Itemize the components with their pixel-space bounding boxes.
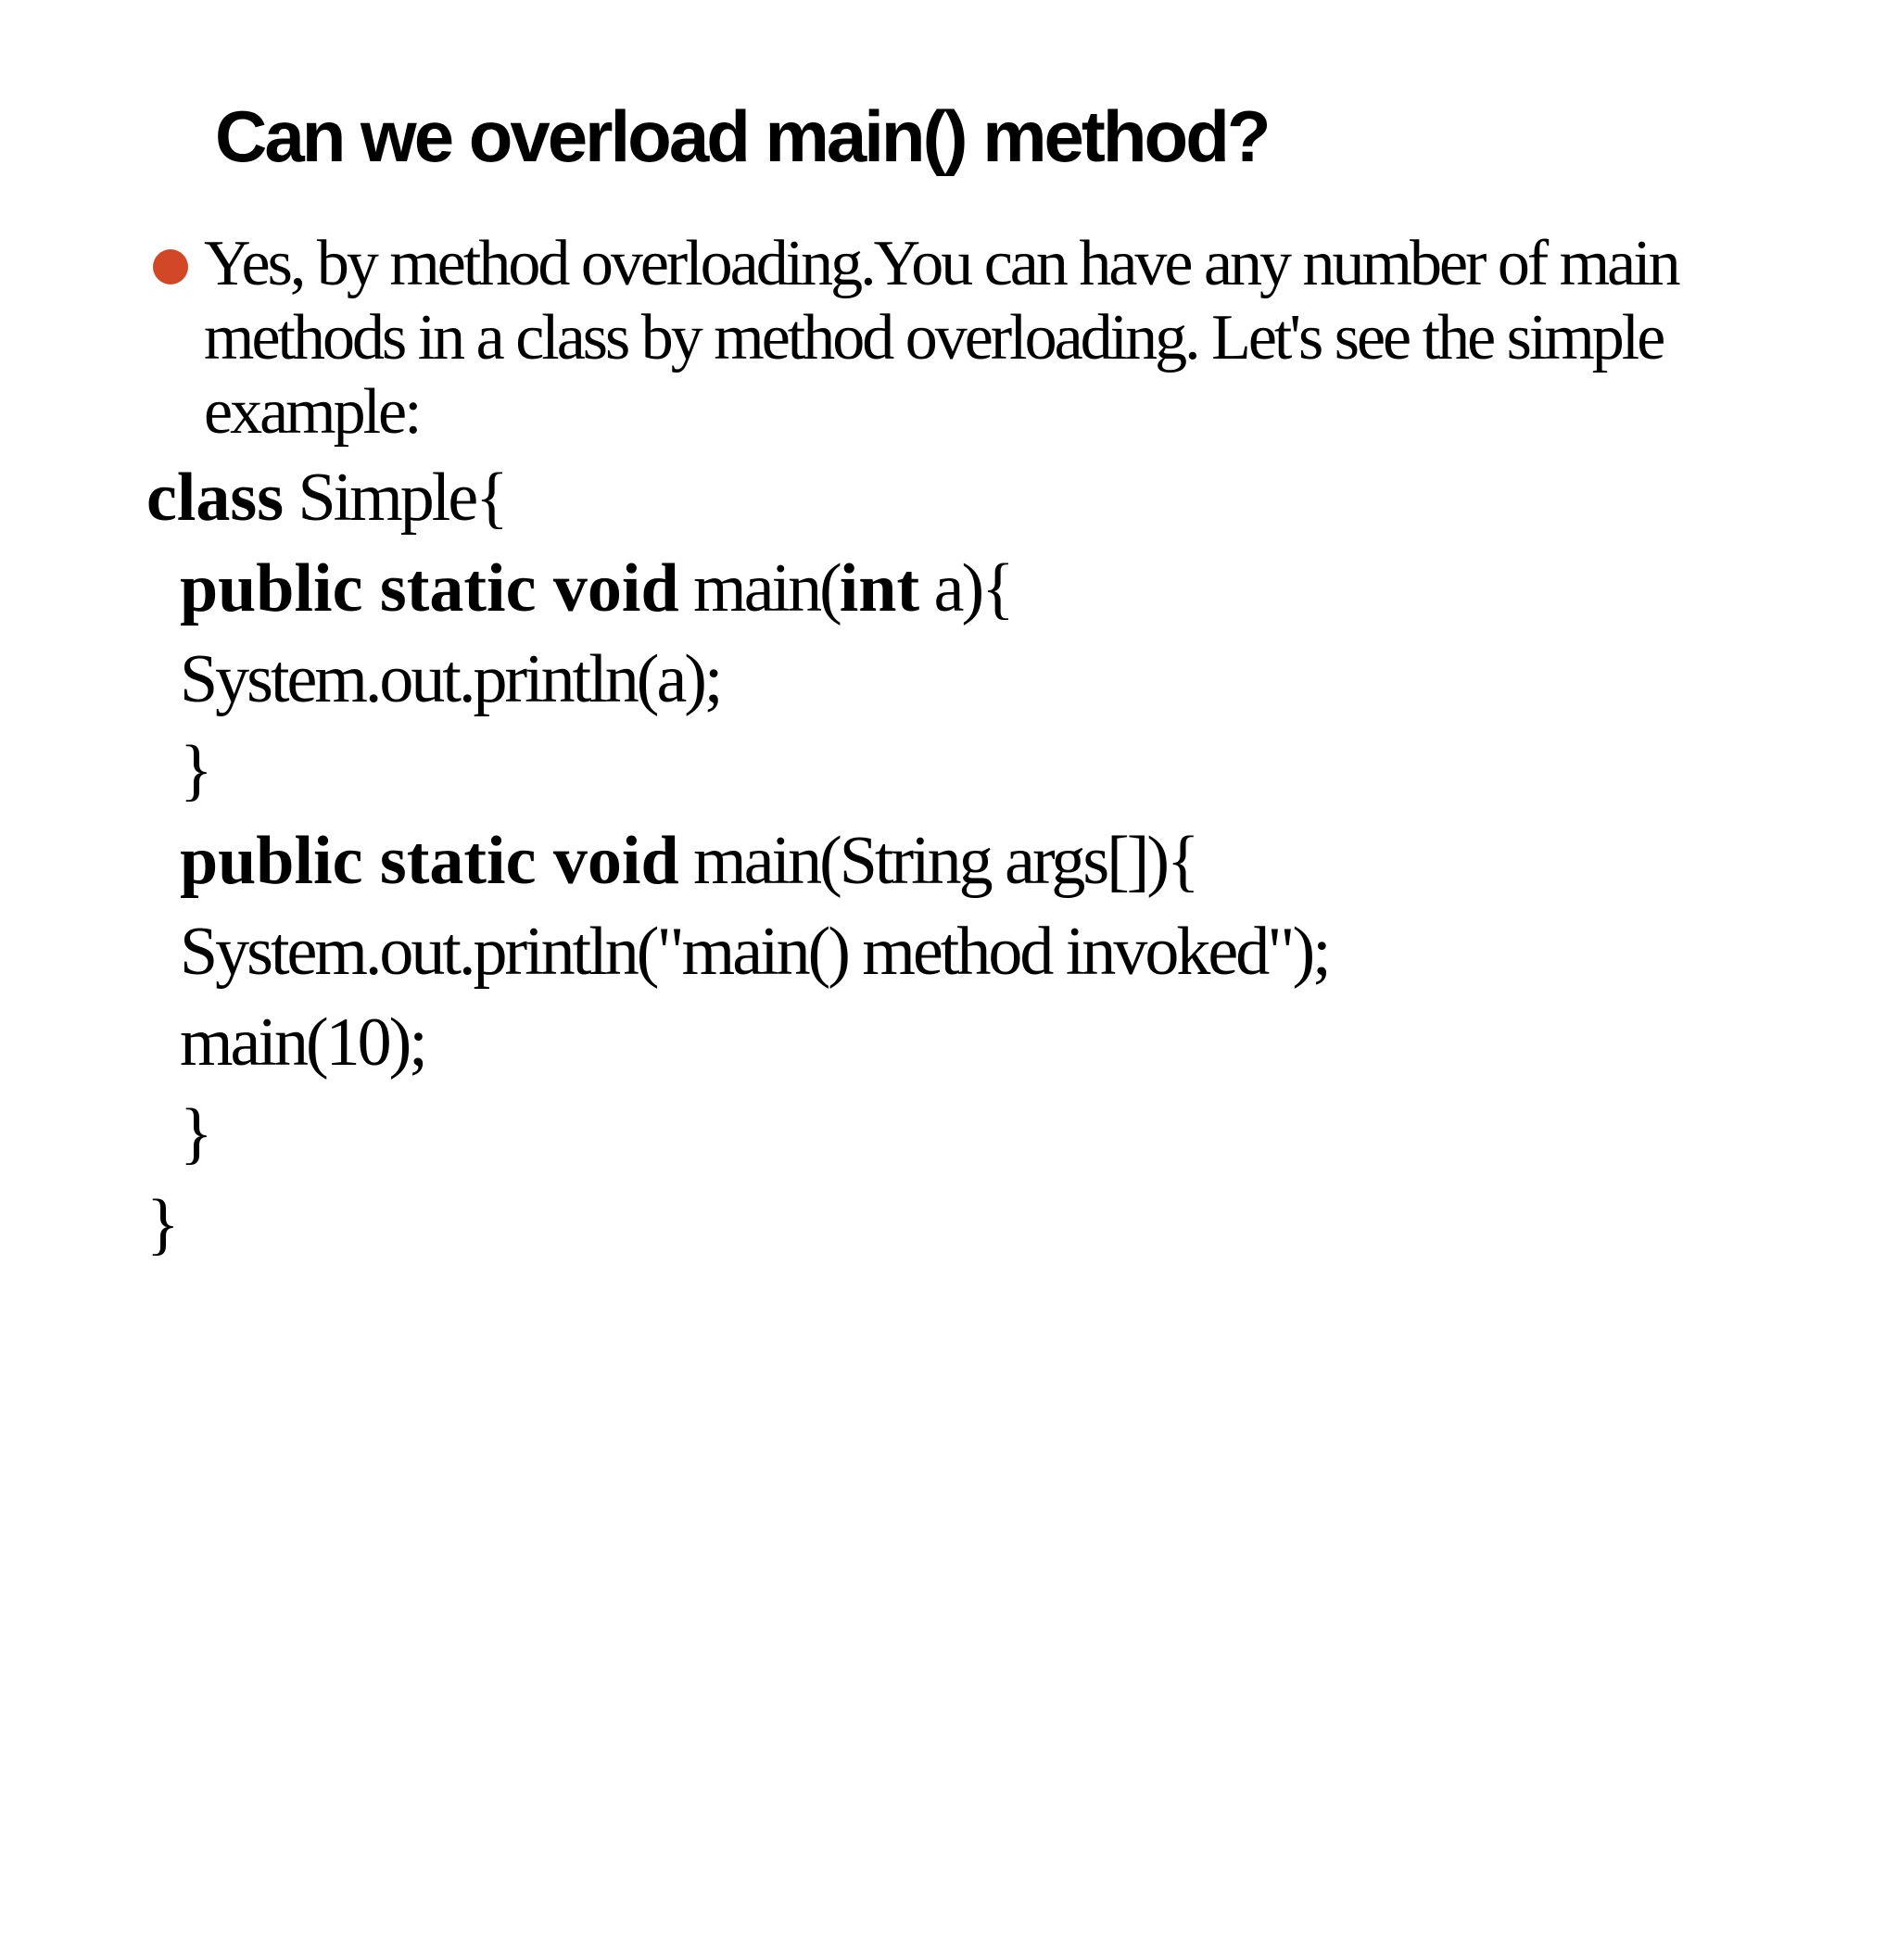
bullet-text: Yes, by method overloading.You can have any number of main methods in a class by method overloading. Let's see the simple example: [204, 228, 1678, 448]
code-line-9: } [146, 1186, 177, 1262]
code-text: Simple{ [284, 460, 506, 536]
code-line-8: } [180, 1095, 210, 1171]
code-text: a){ [919, 550, 1012, 626]
bullet-item [148, 227, 1779, 449]
code-line-1 [146, 460, 506, 536]
code-line-5 [180, 823, 1197, 899]
code-line-2 [180, 550, 1012, 626]
code-text: main(String args[]){ [678, 823, 1197, 899]
code-line-3: System.out.println(a); [180, 641, 721, 717]
code-line-6: System.out.println("main() method invoked"); [180, 914, 1329, 990]
code-line-7: main(10); [180, 1005, 425, 1081]
bullet-dot-icon [153, 249, 188, 285]
keyword-int: int [839, 550, 920, 626]
code-block [146, 460, 1329, 1960]
code-line-4: } [180, 732, 210, 808]
code-text: main( [678, 550, 840, 626]
keyword-public-static-void: public static void [180, 550, 679, 626]
keyword-public-static-void: public static void [180, 823, 679, 899]
slide-title: Can we overload main() method? [215, 95, 1269, 177]
keyword-class: class [146, 460, 284, 536]
